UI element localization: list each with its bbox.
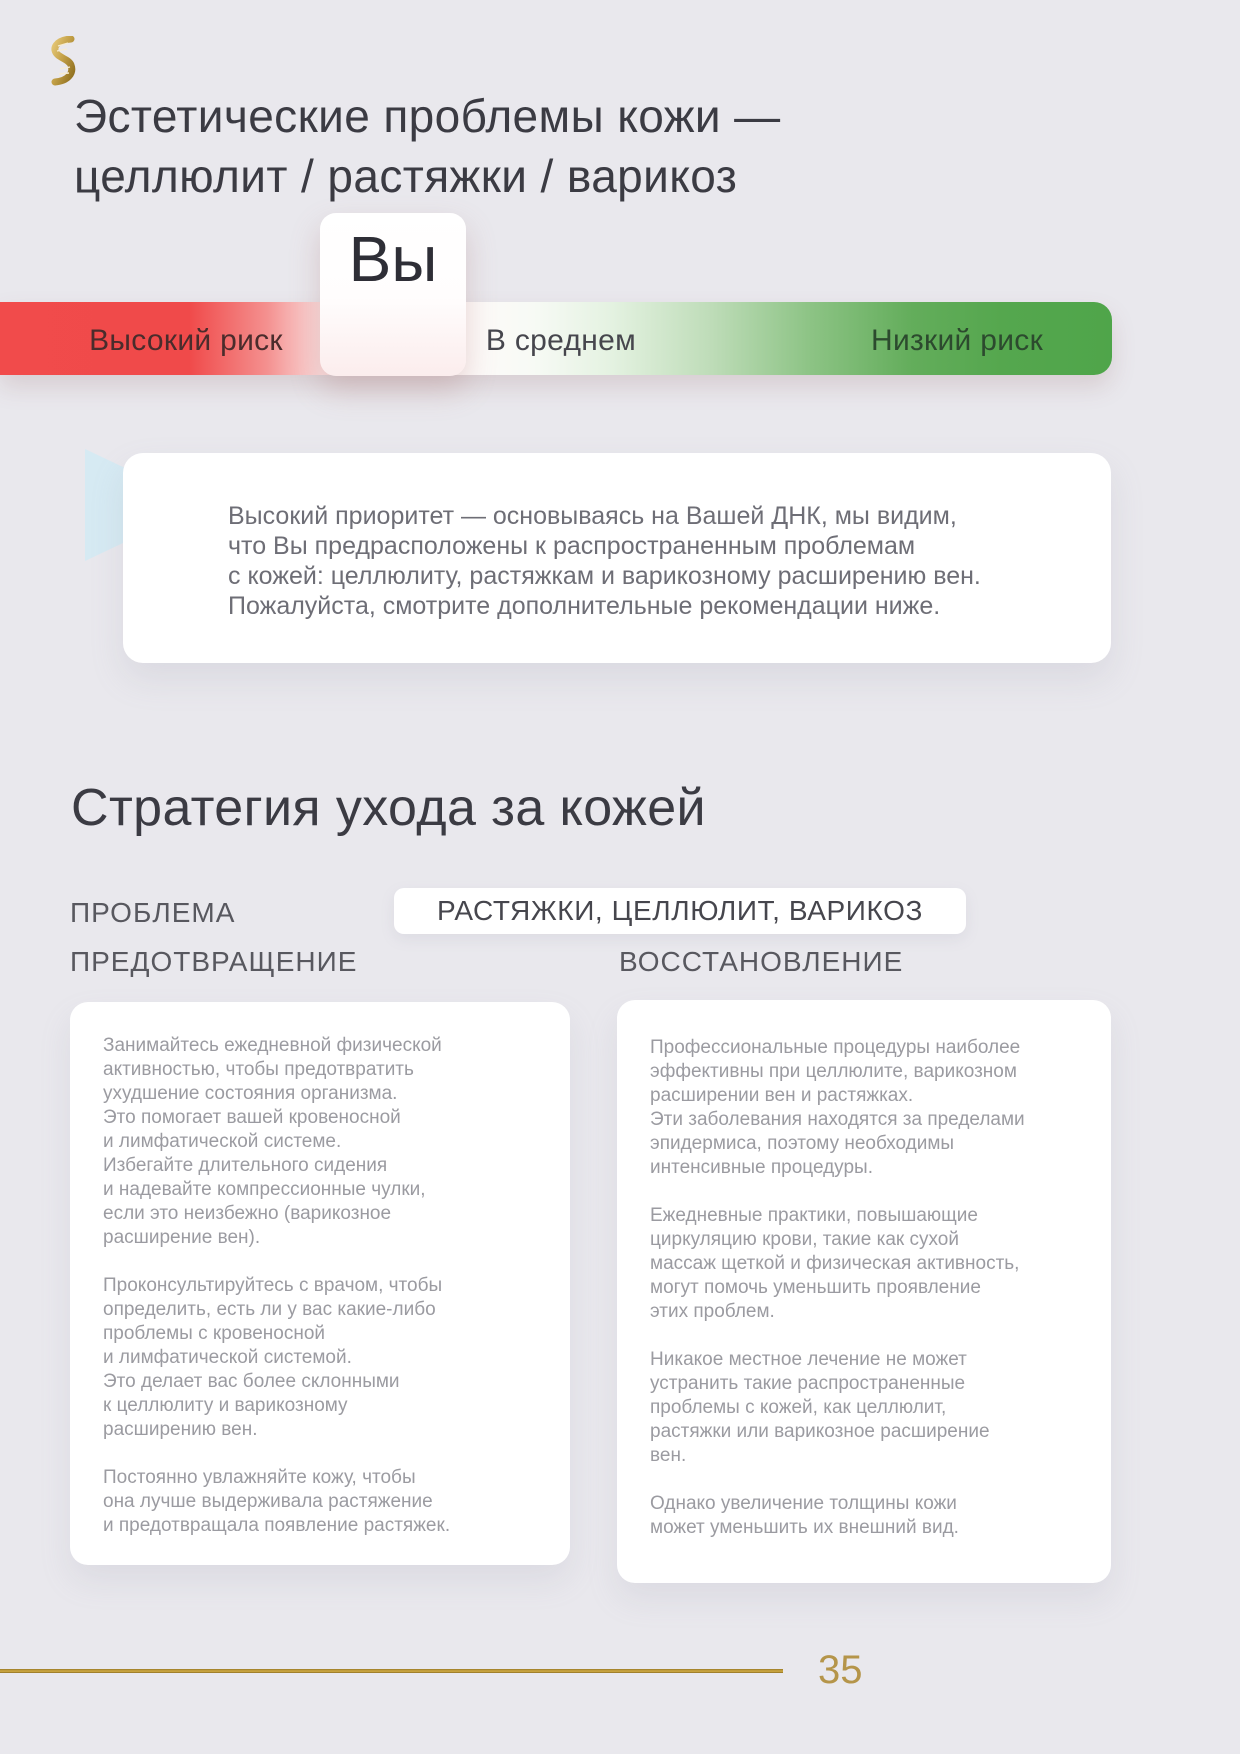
text-line: циркуляцию крови, такие как сухой bbox=[650, 1229, 959, 1250]
recovery-text bbox=[650, 1036, 1089, 1540]
text-line: Занимайтесь ежедневной физической bbox=[103, 1035, 442, 1056]
text-line: Ежедневные практики, повышающие bbox=[650, 1205, 978, 1226]
text-line bbox=[103, 1442, 546, 1466]
text-line: с кожей: целлюлиту, растяжкам и варикозному расширению вен. bbox=[228, 562, 981, 590]
text-line: ухудшение состояния организма. bbox=[103, 1083, 398, 1104]
text-line: массаж щеткой и физическая активность, bbox=[650, 1253, 1020, 1274]
text-line: устранить такие распространенные bbox=[650, 1373, 966, 1394]
text-line: активностью, чтобы предотвратить bbox=[103, 1059, 414, 1080]
text-line bbox=[650, 1468, 1089, 1492]
text-line: Никакое местное лечение не может bbox=[650, 1349, 967, 1370]
prevention-header: ПРЕДОТВРАЩЕНИЕ bbox=[70, 946, 358, 977]
text-line bbox=[650, 1324, 1089, 1348]
recovery-card bbox=[617, 1000, 1111, 1583]
page-number: 35 bbox=[818, 1648, 863, 1692]
risk-label-low: Низкий риск bbox=[870, 324, 1044, 357]
text-line: расширению вен. bbox=[103, 1419, 258, 1440]
text-line: и предотвращала появление растяжек. bbox=[103, 1515, 451, 1536]
page-title bbox=[74, 86, 781, 206]
text-line: эпидермиса, поэтому необходимы bbox=[650, 1133, 955, 1154]
text-line: эффективны при целлюлите, варикозном bbox=[650, 1061, 1017, 1082]
page-title-line2: целлюлит / растяжки / варикоз bbox=[74, 150, 738, 202]
strategy-title: Стратегия ухода за кожей bbox=[71, 779, 706, 837]
user-position-marker bbox=[320, 213, 466, 376]
text-line: может уменьшить их внешний вид. bbox=[650, 1517, 959, 1538]
priority-callout-text bbox=[228, 501, 1075, 621]
dna-logo-icon bbox=[46, 36, 82, 86]
text-line: могут помочь уменьшить проявление bbox=[650, 1277, 981, 1298]
text-line: Пожалуйста, смотрите дополнительные рекомендации ниже. bbox=[228, 592, 941, 620]
text-line: Это делает вас более склонными bbox=[103, 1371, 400, 1392]
page-title-line1: Эстетические проблемы кожи — bbox=[74, 90, 781, 142]
text-line: и лимфатической системе. bbox=[103, 1131, 342, 1152]
footer-divider bbox=[0, 1669, 783, 1673]
text-line: Эти заболевания находятся за пределами bbox=[650, 1109, 1025, 1130]
text-line: проблемы с кровеносной bbox=[103, 1323, 326, 1344]
text-line: Однако увеличение толщины кожи bbox=[650, 1493, 957, 1514]
text-line: и лимфатической системой. bbox=[103, 1347, 352, 1368]
text-line: определить, есть ли у вас какие-либо bbox=[103, 1299, 436, 1320]
text-line: и надевайте компрессионные чулки, bbox=[103, 1179, 426, 1200]
text-line: что Вы предрасположены к распространенным проблемам bbox=[228, 532, 916, 560]
text-line: Высокий приоритет — основываясь на Вашей ДНК, мы видим, bbox=[228, 502, 957, 530]
text-line: если это неизбежно (варикозное bbox=[103, 1203, 392, 1224]
text-line: Профессиональные процедуры наиболее bbox=[650, 1037, 1021, 1058]
text-line: Проконсультируйтесь с врачом, чтобы bbox=[103, 1275, 443, 1296]
text-line: Это помогает вашей кровеносной bbox=[103, 1107, 401, 1128]
text-line: расширении вен и растяжках. bbox=[650, 1085, 914, 1106]
text-line: Избегайте длительного сидения bbox=[103, 1155, 388, 1176]
risk-label-high: Высокий риск bbox=[89, 324, 283, 357]
text-line: растяжки или варикозное расширение bbox=[650, 1421, 990, 1442]
text-line: проблемы с кожей, как целлюлит, bbox=[650, 1397, 947, 1418]
text-line: интенсивные процедуры. bbox=[650, 1157, 873, 1178]
prevention-text bbox=[103, 1034, 546, 1538]
prevention-card bbox=[70, 1002, 570, 1565]
text-line: этих проблем. bbox=[650, 1301, 775, 1322]
problem-value-badge: РАСТЯЖКИ, ЦЕЛЛЮЛИТ, ВАРИКОЗ bbox=[394, 888, 966, 934]
text-line bbox=[103, 1250, 546, 1274]
text-line: вен. bbox=[650, 1445, 687, 1466]
text-line: Постоянно увлажняйте кожу, чтобы bbox=[103, 1467, 416, 1488]
text-line bbox=[650, 1180, 1089, 1204]
text-line: расширение вен). bbox=[103, 1227, 261, 1248]
risk-label-medium: В среднем bbox=[485, 324, 637, 357]
recovery-header: ВОССТАНОВЛЕНИЕ bbox=[619, 946, 904, 977]
problem-label: ПРОБЛЕМА bbox=[70, 897, 236, 928]
priority-callout bbox=[123, 453, 1111, 663]
user-position-label: Вы bbox=[348, 223, 438, 295]
text-line: к целлюлиту и варикозному bbox=[103, 1395, 348, 1416]
text-line: она лучше выдерживала растяжение bbox=[103, 1491, 433, 1512]
